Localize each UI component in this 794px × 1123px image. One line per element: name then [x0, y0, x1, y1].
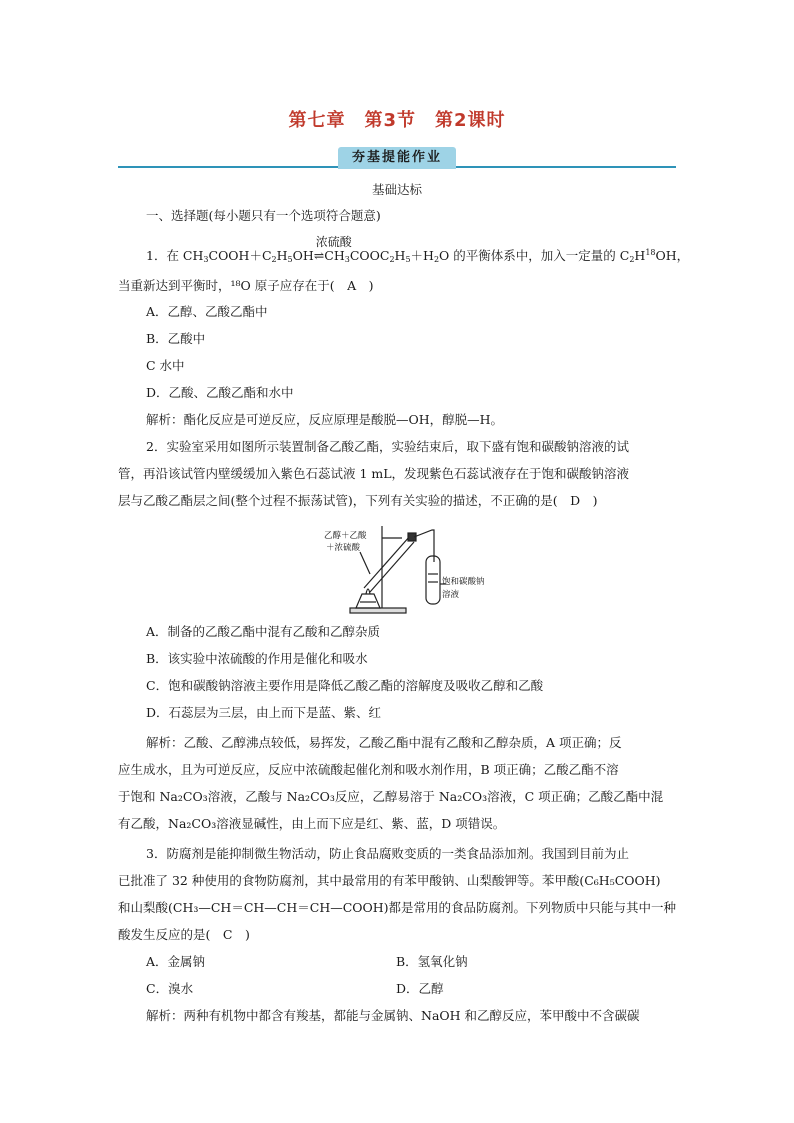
q2-analysis-line3: 于饱和 Na₂CO₃溶液，乙酸与 Na₂CO₃反应，乙醇易溶于 Na₂CO₃溶液，C 项正确；乙酸乙酯中混: [118, 789, 664, 804]
q3-stem-line2: 已批准了 32 种使用的食物防腐剂，其中最常用的有苯甲酸钠、山梨酸钾等。苯甲酸(C₆H₅COOH): [118, 873, 661, 888]
q3-stem-line4: 酸发生反应的是( C ): [118, 927, 250, 942]
q2-stem-line3: 层与乙酸乙酯层之间(整个过程不振荡试管)，下列有关实验的描述，不正确的是( D ): [118, 493, 598, 508]
q3-stem-line3: 和山梨酸(CH₃—CH＝CH—CH＝CH—COOH)都是常用的食品防腐剂。下列物质中只能与其中一种: [118, 900, 677, 915]
q3-option-c: C．溴水: [146, 981, 194, 996]
q2-option-d: D．石蕊层为三层，由上而下是蓝、紫、红: [146, 705, 382, 720]
q2-stem-line2: 管，再沿该试管内壁缓缓加入紫色石蕊试液 1 mL，发现紫色石蕊试液存在于饱和碳酸钠溶液: [118, 466, 630, 481]
q2-option-a: A．制备的乙酸乙酯中混有乙酸和乙醇杂质: [146, 624, 381, 639]
q3-option-a: A．金属钠: [146, 954, 206, 969]
q2-analysis-line4: 有乙酸，Na₂CO₃溶液显碱性，由上而下应是红、紫、蓝，D 项错误。: [118, 816, 506, 831]
fig-label-reagents-1: 乙醇＋乙酸: [324, 531, 367, 541]
apparatus-diagram: [322, 522, 502, 616]
section-banner: 夯基提能作业: [338, 147, 456, 169]
q2-analysis-line1: 解析：乙酸、乙醇沸点较低，易挥发，乙酸乙酯中混有乙酸和乙醇杂质，A 项正确；反: [146, 735, 622, 750]
reaction-arrow: 浓硫酸 ⇌: [313, 235, 352, 263]
fig-label-solution-1: 饱和碳酸钠: [442, 577, 485, 587]
q1-option-a: A．乙醇、乙酸乙酯中: [146, 304, 268, 319]
section-heading: 基础达标: [371, 182, 422, 197]
q2-option-c: C．饱和碳酸钠溶液主要作用是降低乙酸乙酯的溶解度及吸收乙醇和乙酸: [146, 678, 544, 693]
part-heading: 一、选择题(每小题只有一个选项符合题意): [146, 208, 381, 223]
page-title: 第七章 第3节 第2课时: [288, 110, 506, 131]
q2-option-b: B．该实验中浓硫酸的作用是催化和吸水: [146, 651, 368, 666]
q1-stem-line2: 当重新达到平衡时，¹⁸O 原子应存在于( A ): [118, 278, 374, 293]
q2-stem-line1: 2．实验室采用如图所示装置制备乙酸乙酯，实验结束后，取下盛有饱和碳酸钠溶液的试: [146, 439, 629, 454]
fig-label-solution-2: 溶液: [442, 590, 460, 600]
q1-option-b: B．乙酸中: [146, 331, 206, 346]
q1-stem-line1: 1．在 $CH_3COOH+C_2H_5OH$ 浓硫酸 $\rightleftharpoons CH_3COOC_2H_5+H_2O$ 的平衡体系中，加入一定量的 $C_2H^{18}OH$，: [146, 235, 690, 264]
q3-option-d: D．乙醇: [396, 981, 444, 996]
q3-analysis-line1: 解析：两种有机物中都含有羧基，都能与金属钠、NaOH 和乙醇反应，苯甲酸中不含碳碳: [146, 1008, 640, 1023]
q1-option-c: C 水中: [146, 358, 185, 373]
q3-option-b: B．氢氧化钠: [396, 954, 468, 969]
q3-stem-line1: 3．防腐剂是能抑制微生物活动，防止食品腐败变质的一类食品添加剂。我国到目前为止: [146, 846, 629, 861]
fig-label-reagents-2: ＋浓硫酸: [326, 543, 361, 553]
q2-analysis-line2: 应生成水，且为可逆反应，反应中浓硫酸起催化剂和吸水剂作用，B 项正确；乙酸乙酯不溶: [118, 762, 619, 777]
q1-option-d: D．乙酸、乙酸乙酯和水中: [146, 385, 294, 400]
q1-analysis: 解析：酯化反应是可逆反应，反应原理是酸脱—OH，醇脱—H。: [146, 412, 504, 427]
